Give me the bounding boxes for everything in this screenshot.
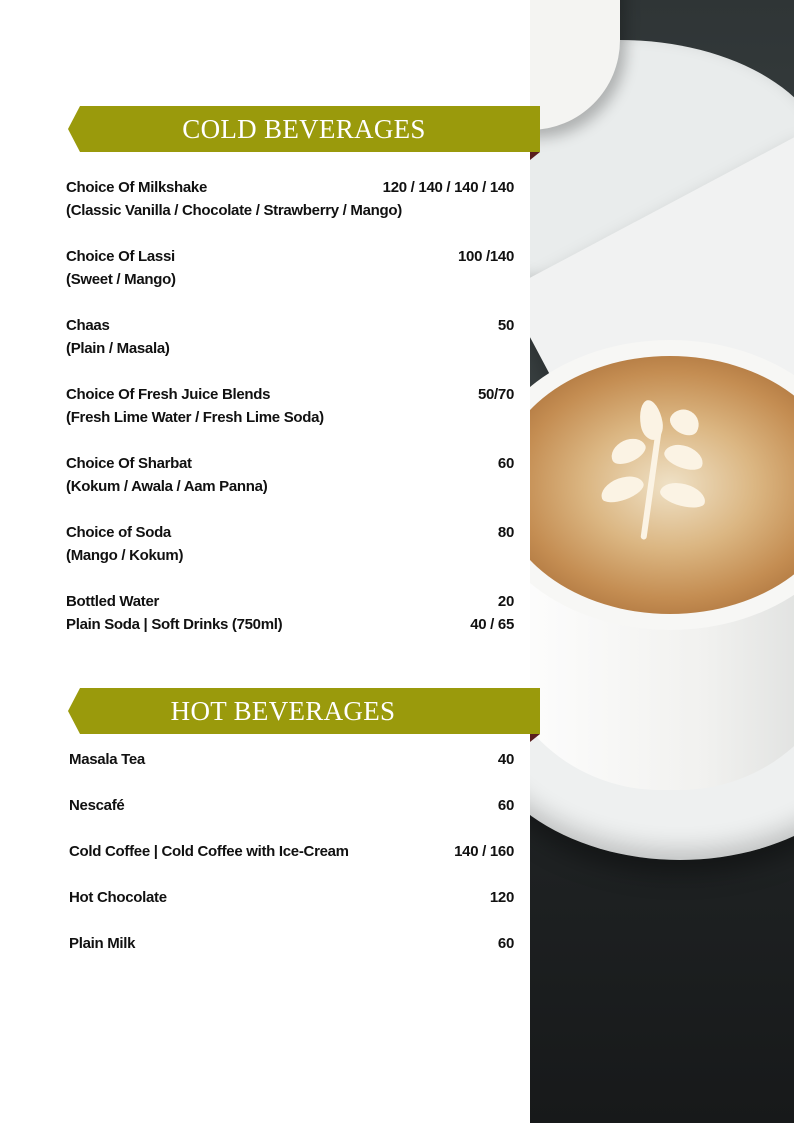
item-price: 100 /140 bbox=[458, 248, 514, 265]
menu-item bbox=[66, 590, 514, 659]
item-price: 140 / 160 bbox=[454, 843, 514, 860]
hot-beverages-list bbox=[69, 748, 514, 978]
menu-item bbox=[66, 176, 514, 245]
banner-fold bbox=[530, 734, 540, 742]
menu-item bbox=[69, 840, 514, 886]
item-options: (Mango / Kokum) bbox=[66, 547, 184, 564]
item-price: 40 bbox=[497, 751, 514, 768]
item-price: 80 bbox=[497, 524, 514, 541]
item-name: Choice Of Sharbat bbox=[66, 455, 192, 472]
item-options: (Fresh Lime Water / Fresh Lime Soda) bbox=[66, 409, 324, 426]
item-options: Plain Soda | Soft Drinks (750ml) bbox=[66, 616, 283, 633]
menu-item bbox=[66, 314, 514, 383]
item-name: Cold Coffee | Cold Coffee with Ice-Cream bbox=[69, 843, 349, 860]
item-options-price: 40 / 65 bbox=[470, 616, 514, 633]
item-price: 50/70 bbox=[477, 386, 514, 403]
item-name: Masala Tea bbox=[69, 751, 145, 768]
menu-item bbox=[69, 932, 514, 978]
menu-item bbox=[69, 886, 514, 932]
item-name: Chaas bbox=[66, 317, 110, 334]
banner-fold bbox=[530, 152, 540, 160]
item-options: (Plain / Masala) bbox=[66, 340, 170, 357]
section-title-cold: COLD BEVERAGES bbox=[182, 114, 426, 144]
item-name: Choice Of Milkshake bbox=[66, 179, 208, 196]
cold-beverages-banner bbox=[68, 106, 540, 152]
item-name: Bottled Water bbox=[66, 593, 160, 610]
item-name: Hot Chocolate bbox=[69, 889, 167, 906]
item-price: 60 bbox=[497, 935, 514, 952]
section-title-hot: HOT BEVERAGES bbox=[170, 696, 396, 726]
hot-beverages-banner bbox=[68, 688, 540, 734]
item-name: Choice of Soda bbox=[66, 524, 171, 541]
menu-item bbox=[69, 748, 514, 794]
item-options: (Kokum / Awala / Aam Panna) bbox=[66, 478, 268, 495]
menu-item bbox=[66, 245, 514, 314]
item-name: Plain Milk bbox=[69, 935, 136, 952]
item-options: (Classic Vanilla / Chocolate / Strawberry / Mango) bbox=[66, 202, 402, 219]
coffee-cups-photo bbox=[530, 0, 794, 1123]
latte-art-leaf bbox=[600, 400, 720, 540]
item-price: 120 bbox=[489, 889, 514, 906]
menu-item bbox=[69, 794, 514, 840]
item-price: 60 bbox=[497, 455, 514, 472]
item-options: (Sweet / Mango) bbox=[66, 271, 176, 288]
item-price: 120 / 140 / 140 / 140 bbox=[382, 179, 514, 196]
menu-item bbox=[66, 452, 514, 521]
menu-item bbox=[66, 521, 514, 590]
item-name: Nescafé bbox=[69, 797, 125, 814]
item-name: Choice Of Lassi bbox=[66, 248, 175, 265]
item-name: Choice Of Fresh Juice Blends bbox=[66, 386, 271, 403]
item-price: 50 bbox=[497, 317, 514, 334]
item-price: 20 bbox=[497, 593, 514, 610]
item-price: 60 bbox=[497, 797, 514, 814]
menu-item bbox=[66, 383, 514, 452]
cold-beverages-list bbox=[66, 176, 514, 659]
